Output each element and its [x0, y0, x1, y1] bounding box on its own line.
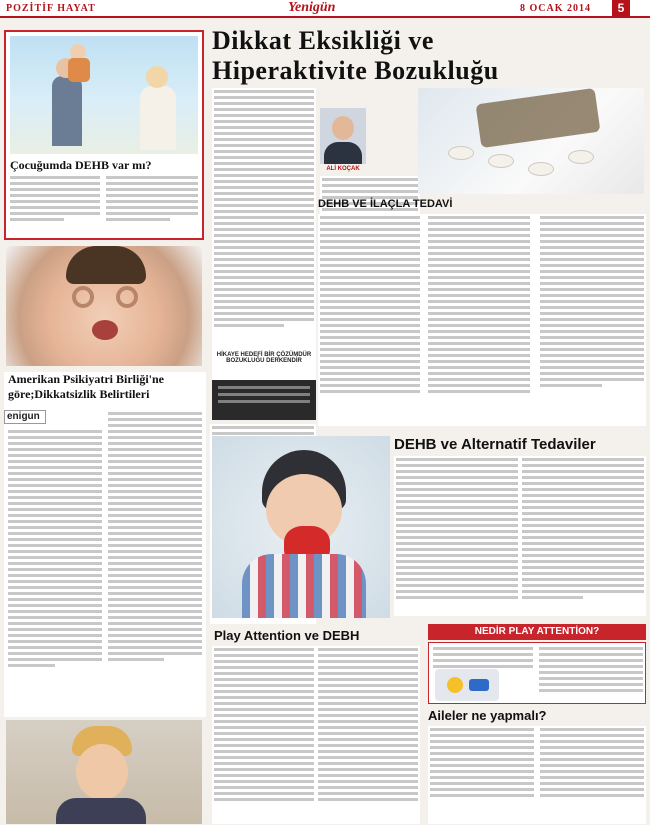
article-title-line2: göre;Dikkatsizlik Belirtileri: [8, 387, 150, 401]
issue-date: 8 OCAK 2014: [520, 3, 591, 14]
aileler-article: [428, 726, 646, 824]
box-dehb-question: [4, 30, 204, 240]
main-headline-line2: Hiperaktivite Bozukluğu: [212, 56, 499, 85]
drug-section-title: DEHB VE İLAÇLA TEDAVİ: [318, 198, 453, 210]
intro-text: [214, 90, 314, 330]
aileler-title: Aileler ne yapmalı?: [428, 708, 547, 723]
newspaper-name: Yenigün: [288, 0, 336, 15]
page-number: 5: [612, 0, 630, 17]
symptoms-text-left: [8, 430, 102, 670]
nedir-banner: NEDİR PLAY ATTENTİON?: [428, 624, 646, 640]
pull-quote-line1: HİKAYE HEDEFİ BİR ÇÖZÜMDÜR: [216, 352, 312, 358]
pills-photo: [418, 88, 644, 194]
box-title: Çocuğumda DEHB var mı?: [10, 158, 152, 172]
section-label: POZİTİF HAYAT: [6, 3, 96, 14]
article-title-line1: Amerikan Psikiyatri Birliği'ne: [8, 372, 164, 386]
alt-article: [394, 456, 646, 616]
pull-quote-line2: BOZUKLUĞU DERKENDİR: [226, 358, 302, 364]
boy-photo: [6, 720, 202, 824]
box-text-left: [10, 176, 100, 224]
alt-section-title: DEHB ve Alternatif Tedaviler: [394, 436, 596, 453]
family-photo: [10, 36, 198, 154]
nedir-box: [428, 642, 646, 704]
child-drinking-photo: [212, 436, 390, 618]
intro-column: [212, 88, 316, 388]
author-photo: [320, 108, 366, 164]
device-graphic: [435, 669, 499, 701]
pull-quote: [212, 352, 316, 364]
newspaper-tag: enigun: [4, 410, 46, 424]
play-article: [212, 646, 420, 824]
main-headline-line1: Dikkat Eksikliği ve: [212, 26, 434, 55]
drug-article: [318, 214, 646, 426]
symptoms-text-right: [108, 412, 202, 664]
play-section-title: Play Attention ve DEBH: [214, 628, 360, 643]
contact-box: [212, 380, 316, 420]
box-text-right: [106, 176, 198, 224]
symptoms-article: [4, 372, 206, 717]
author-name: ALİ KOÇAK: [326, 166, 360, 172]
child-face-photo: [6, 246, 202, 366]
